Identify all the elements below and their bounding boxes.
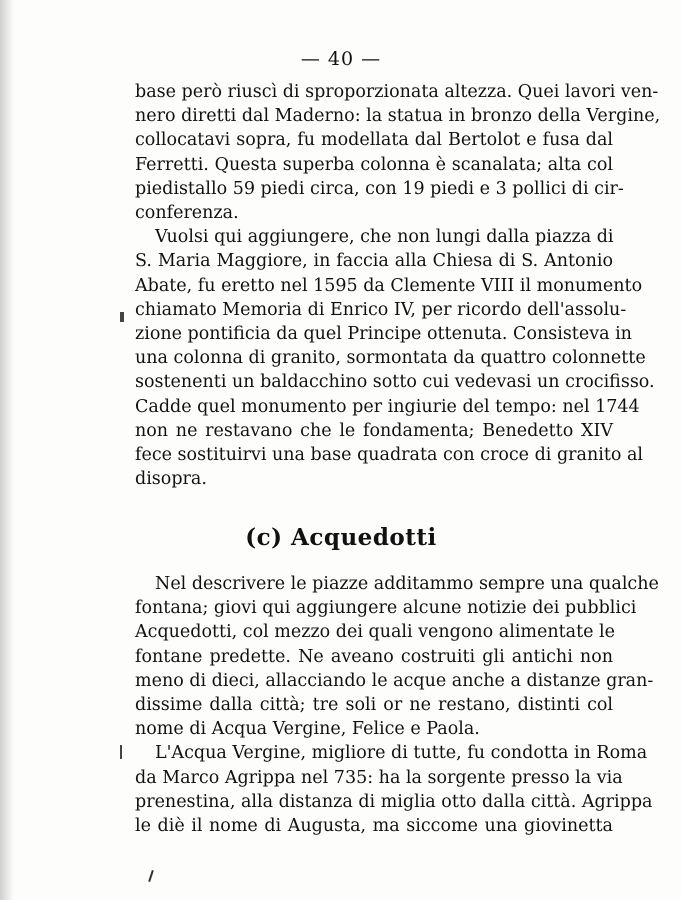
text-line: fontana; giovi qui aggiungere alcune notizie dei pubblici <box>135 598 637 619</box>
text-line: collocatavi sopra, fu modellata dal Bertolot e fusa dal <box>135 130 613 151</box>
text-line: nome di Acqua Vergine, Felice e Paola. <box>135 719 480 740</box>
text-line: piedistallo 59 piedi circa, con 19 piedi e 3 pollici di cir- <box>135 178 624 199</box>
text-block-upper <box>135 80 661 491</box>
text-line: prenestina, alla distanza di miglia otto dalla città. Agrippa <box>135 791 653 812</box>
section-heading: (c) Acquedotti <box>245 524 437 551</box>
text-line: base però riuscì di sproporzionata altezza. Quei lavori ven- <box>135 82 659 102</box>
margin-mark <box>120 312 124 322</box>
text-line: fontane predette. Ne aveano costruiti gli antichi non <box>135 646 613 667</box>
text-line: sostenenti un baldacchino sotto cui vedevasi un crocifisso. <box>135 372 655 393</box>
text-line: non ne restavano che le fondamenta; Benedetto XIV <box>135 420 613 441</box>
text-line: Vuolsi qui aggiungere, che non lungi dalla piazza di <box>155 227 614 248</box>
stray-ink-mark <box>148 870 154 882</box>
text-line: Cadde quel monumento per ingiurie del tempo: nel 1744 <box>135 396 640 417</box>
text-line: conferenza. <box>135 203 239 224</box>
text-line: L'Acqua Vergine, migliore di tutte, fu condotta in Roma <box>155 743 648 764</box>
text-line: nero diretti dal Maderno: la statua in bronzo della Vergine, <box>135 106 661 127</box>
text-line: Ferretti. Questa superba colonna è scanalata; alta col <box>135 154 613 175</box>
margin-mark <box>120 745 122 759</box>
text-line: Acquedotti, col mezzo dei quali vengono alimentate le <box>135 622 616 643</box>
text-line: disopra. <box>135 469 207 490</box>
text-line: dissime dalla città; tre soli or ne restano, distinti col <box>135 695 613 716</box>
text-line: S. Maria Maggiore, in faccia alla Chiesa di S. Antonio <box>135 251 613 272</box>
text-line: zione pontificia da quel Principe ottenuta. Consisteva in <box>135 324 632 345</box>
text-line: Abate, fu eretto nel 1595 da Clemente VIII il monumento <box>135 275 643 296</box>
text-line: meno di dieci, allacciando le acque anche a distanze gran- <box>135 670 654 691</box>
text-line: chiamato Memoria di Enrico IV, per ricordo dell'assolu- <box>135 299 627 320</box>
text-line: le diè il nome di Augusta, ma siccome una giovinetta <box>135 816 613 837</box>
text-line: da Marco Agrippa nel 735: ha la sorgente presso la via <box>135 767 623 788</box>
text-line: una colonna di granito, sormontata da quattro colonnette <box>135 348 646 369</box>
page-edge-shadow <box>0 0 14 900</box>
text-line: Nel descrivere le piazze additammo sempre una qualche <box>155 574 659 594</box>
page-number: — 40 — <box>300 48 382 70</box>
text-line: fece sostituirvi una base quadrata con croce di granito al <box>135 445 643 466</box>
text-block-lower <box>135 572 659 838</box>
